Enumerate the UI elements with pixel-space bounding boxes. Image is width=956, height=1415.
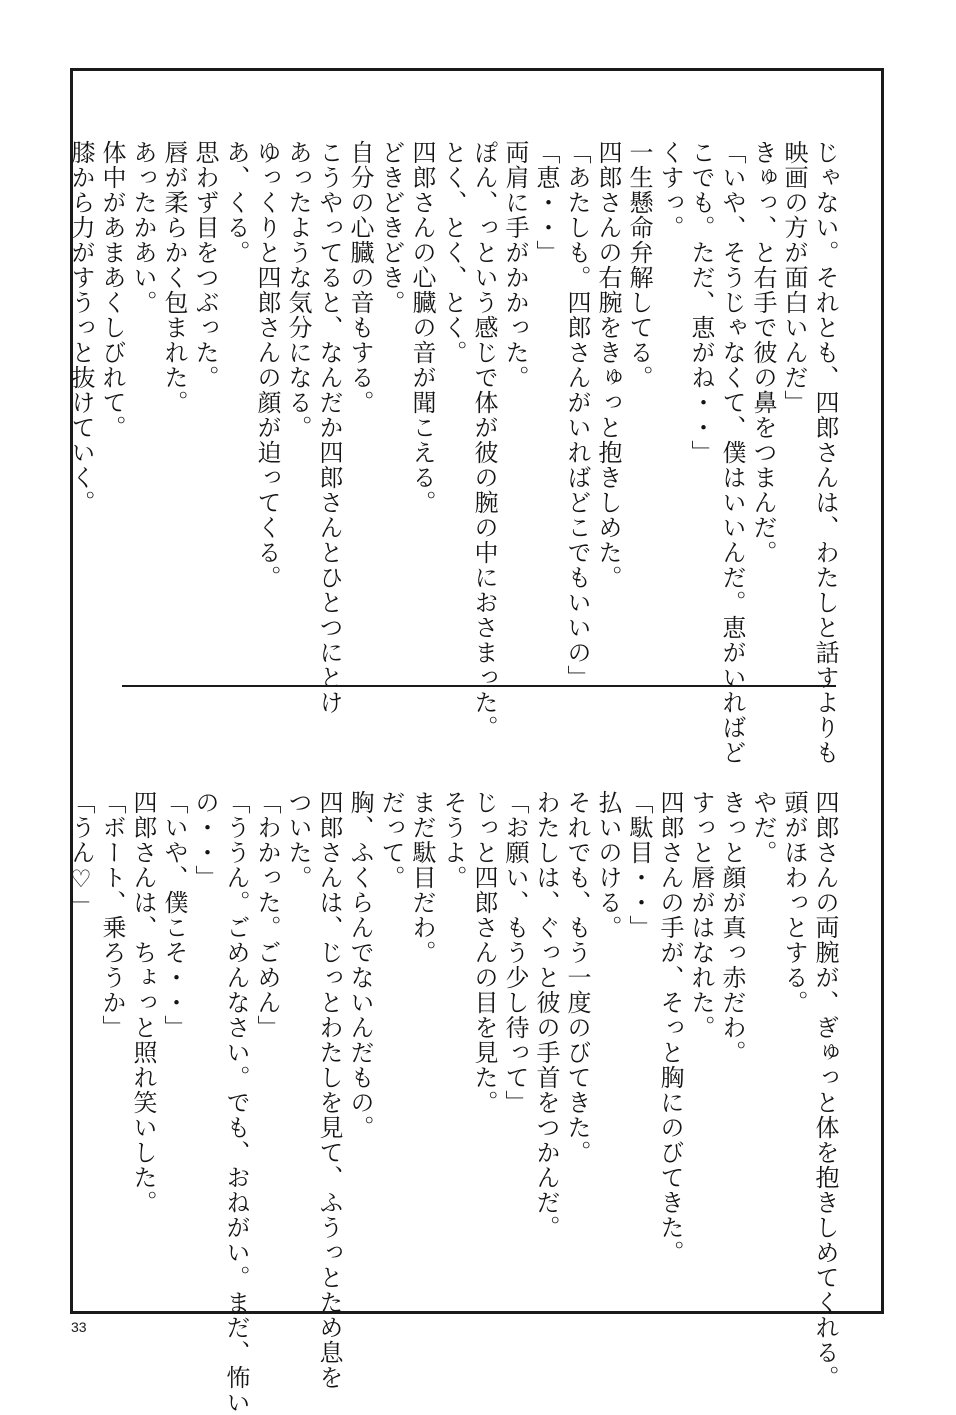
text-line: 「恵・・」 (532, 140, 560, 265)
text-line: ゆっくりと四郎さんの顔が迫ってくる。 (253, 140, 281, 590)
text-line: 自分の心臓の音もする。 (346, 140, 374, 415)
text-line: 唇が柔らかく包まれた。 (160, 140, 188, 415)
text-line: とく、とく、とく。 (439, 140, 467, 365)
text-line: そうよ。 (439, 790, 467, 890)
text-line: きっと顔が真っ赤だわ。 (718, 790, 746, 1065)
text-line: 「あたしも。四郎さんがいればどこでもいいの」 (563, 140, 591, 690)
text-line: こでも。ただ、恵がね・・」 (687, 140, 715, 465)
text-line: 両肩に手がかかった。 (501, 140, 529, 390)
text-line: 「お願い、もう少し待って」 (501, 790, 529, 1115)
text-line: やだ。 (749, 790, 777, 865)
page-number: 33 (71, 1319, 87, 1335)
text-line: どきどきどき。 (377, 140, 405, 315)
text-line: 頭がほわっとする。 (780, 790, 808, 1015)
section-divider (122, 685, 836, 687)
text-line: ついた。 (284, 790, 312, 890)
text-line: だって。 (377, 790, 405, 890)
text-line: 「わかった。ごめん」 (253, 790, 281, 1040)
text-line: 四郎さんは、じっとわたしを見て、ふうっとため息を (315, 790, 343, 1390)
text-line: きゅっ、と右手で彼の鼻をつまんだ。 (749, 140, 777, 565)
text-line: 四郎さんの心臓の音が聞こえる。 (408, 140, 436, 515)
text-line: 一生懸命弁解してる。 (625, 140, 653, 390)
text-line: 体中があまあくしびれて。 (98, 140, 126, 440)
text-line: わたしは、ぐっと彼の手首をつかんだ。 (532, 790, 560, 1240)
text-line: あ、くる。 (222, 140, 250, 265)
text-line: こうやってると、なんだか四郎さんとひとつにとけ (315, 140, 343, 715)
text-line: 「うん♡」 (67, 790, 95, 919)
text-line: 「ボート、乗ろうか」 (98, 790, 126, 1040)
text-line: じゃない。それとも、四郎さんは、わたしと話すよりも (811, 140, 839, 765)
text-line: それでも、もう一度のびてきた。 (563, 790, 591, 1165)
text-line: 払いのける。 (594, 790, 622, 940)
text-line: ぽん、っという感じで体が彼の腕の中におさまった。 (470, 140, 498, 740)
text-line: 四郎さんの手が、そっと胸にのびてきた。 (656, 790, 684, 1265)
text-line: 「駄目・・」 (625, 790, 653, 940)
text-line: すっと唇がはなれた。 (687, 790, 715, 1040)
text-line: 思わず目をつぶった。 (191, 140, 219, 390)
text-line: まだ駄目だわ。 (408, 790, 436, 965)
text-line: じっと四郎さんの目を見た。 (470, 790, 498, 1115)
text-line: あったような気分になる。 (284, 140, 312, 440)
text-line: 四郎さんの両腕が、ぎゅっと体を抱きしめてくれる。 (811, 790, 839, 1390)
text-line: 「いや、僕こそ・・」 (160, 790, 188, 1040)
text-line: あったかあい。 (129, 140, 157, 315)
text-line: 「いや、そうじゃなくて、僕はいいんだ。恵がいればど (718, 140, 746, 765)
top-text-block (67, 140, 840, 765)
text-line: くすっ。 (656, 140, 684, 240)
text-line: 四郎さんは、ちょっと照れ笑いした。 (129, 790, 157, 1215)
text-line: 「ううん。ごめんなさい。でも、おねがい。まだ、怖い (222, 790, 250, 1415)
text-line: 映画の方が面白いんだ」 (780, 140, 808, 415)
text-line: 四郎さんの右腕をきゅっと抱きしめた。 (594, 140, 622, 590)
text-line: 膝から力がすうっと抜けていく。 (67, 140, 95, 515)
text-line: の・・」 (191, 790, 219, 890)
text-line: 胸、ふくらんでないんだもの。 (346, 790, 374, 1140)
